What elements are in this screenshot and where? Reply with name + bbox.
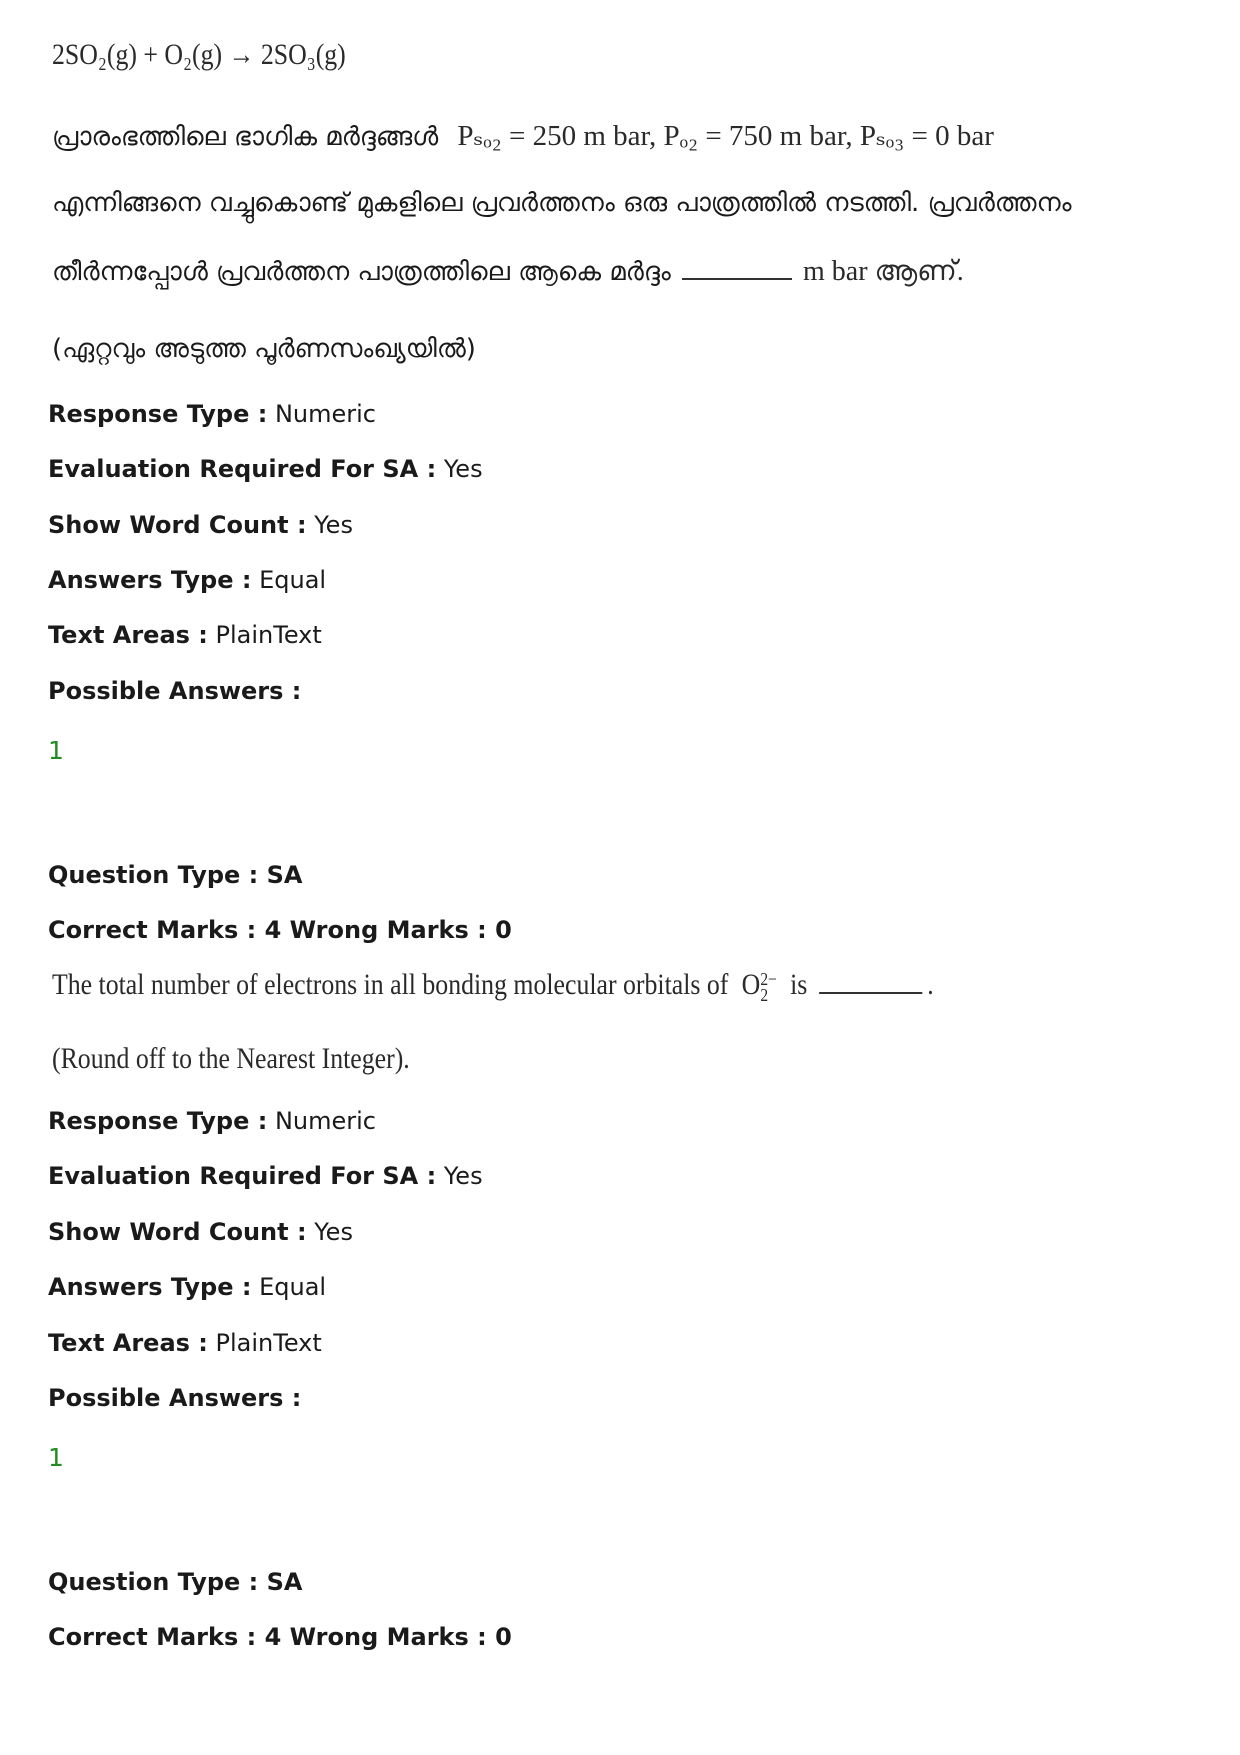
possible-answer-value: 1 (48, 1443, 64, 1472)
answers-type-label: Answers Type : (48, 1273, 252, 1301)
q2-round-note: (Round off to the Nearest Integer). (52, 1042, 410, 1075)
evaluation-required-value: Yes (443, 1162, 483, 1190)
answers-type-field (48, 1273, 326, 1301)
ion-base: O (741, 968, 761, 1001)
text-areas-field (48, 1329, 322, 1357)
ion-charge: 2− (760, 968, 777, 989)
marks-text: Correct Marks : 4 Wrong Marks : 0 (48, 1623, 512, 1651)
q1-line3 (52, 256, 964, 288)
evaluation-required-value: Yes (443, 455, 483, 483)
response-type-field (48, 1107, 376, 1135)
q1-line1-expression: Pₛₒ₂ = 250 m bar, Pₒ₂ = 750 m bar, Pₛₒ₃ = 0 bar (457, 120, 994, 152)
q2-question-text (52, 968, 934, 1006)
response-type-value: Numeric (274, 1107, 376, 1135)
possible-answers-label: Possible Answers : (48, 1384, 302, 1412)
response-type-label: Response Type : (48, 400, 268, 428)
marks-heading (48, 1623, 512, 1651)
question-type-text: Question Type : SA (48, 861, 303, 889)
q1-rounding-note: (ഏറ്റവും അടുത്ത പൂർണസംഖ്യയിൽ) (52, 334, 476, 364)
answer-blank (819, 991, 922, 994)
possible-answers-label: Possible Answers : (48, 677, 302, 705)
q1-line1 (52, 118, 994, 153)
q1-line1-malayalam: പ്രാരംഭത്തിലെ ഭാഗിക മർദ്ദങ്ങൾ (52, 122, 439, 152)
text-areas-value: PlainText (215, 621, 322, 649)
possible-answers-field (48, 677, 301, 705)
question-type-heading (48, 1568, 302, 1596)
question-type-heading (48, 861, 302, 889)
response-type-field (48, 400, 376, 428)
question-type-text: Question Type : SA (48, 1568, 303, 1596)
q1-line3-text: തീർന്നപ്പോൾ പ്രവർത്തന പാത്രത്തിലെ ആകെ മർദ്ദം (52, 257, 671, 287)
show-word-count-label: Show Word Count : (48, 1218, 307, 1246)
q2-text-end: . (927, 968, 934, 1001)
answers-type-value: Equal (259, 566, 327, 594)
q2-text-a: The total number of electrons in all bonding molecular orbitals of (52, 968, 729, 1001)
possible-answers-field (48, 1384, 301, 1412)
q1-equation: 2SO₂(g) + O₂(g) → 2SO₃(g) (52, 38, 346, 71)
response-type-value: Numeric (274, 400, 376, 428)
response-type-label: Response Type : (48, 1107, 268, 1135)
text-areas-value: PlainText (215, 1329, 322, 1357)
q2-text-b: is (790, 968, 808, 1001)
answers-type-value: Equal (259, 1273, 327, 1301)
text-areas-label: Text Areas : (48, 1329, 208, 1357)
text-areas-field (48, 621, 322, 649)
show-word-count-label: Show Word Count : (48, 511, 307, 539)
evaluation-required-label: Evaluation Required For SA : (48, 455, 437, 483)
show-word-count-value: Yes (314, 511, 353, 539)
evaluation-required-field (48, 455, 483, 483)
marks-text: Correct Marks : 4 Wrong Marks : 0 (48, 916, 512, 944)
answers-type-field (48, 566, 326, 594)
show-word-count-value: Yes (314, 1218, 353, 1246)
ion-subscript: 2 (760, 985, 769, 1006)
marks-heading (48, 916, 512, 944)
evaluation-required-field (48, 1162, 483, 1190)
possible-answer-value: 1 (48, 736, 64, 765)
answer-blank (682, 277, 792, 280)
q1-line3-unit: m bar ആണ്. (803, 256, 964, 287)
evaluation-required-label: Evaluation Required For SA : (48, 1162, 437, 1190)
answers-type-label: Answers Type : (48, 566, 252, 594)
show-word-count-field (48, 1218, 353, 1246)
q1-line2: എന്നിങ്ങനെ വച്ചുകൊണ്ട് മുകളിലെ പ്രവർത്തനം ഒരു പാത്രത്തിൽ നടത്തി. പ്രവർത്തനം (52, 188, 1072, 218)
text-areas-label: Text Areas : (48, 621, 208, 649)
peroxide-ion (741, 968, 777, 1006)
show-word-count-field (48, 511, 353, 539)
